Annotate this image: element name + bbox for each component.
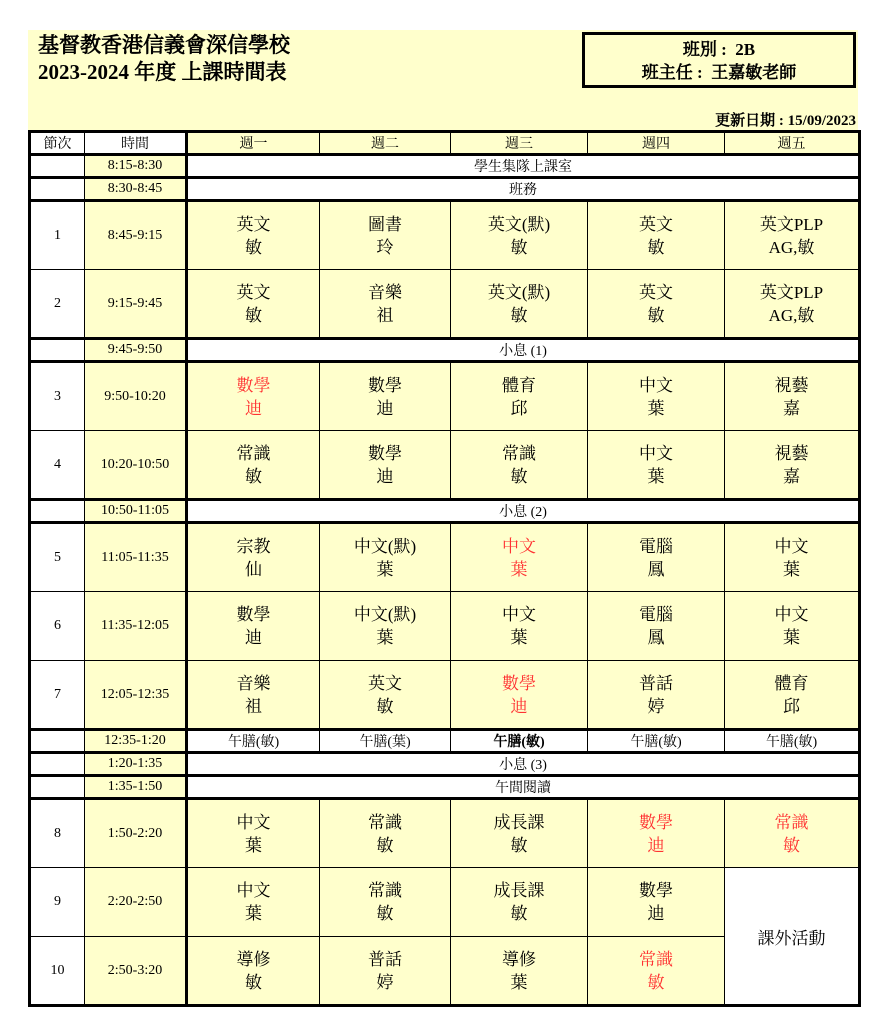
subject-cell-day-2 — [320, 431, 451, 500]
info-cell: 小息 (1) — [187, 339, 860, 362]
subject-name: 常識 — [368, 812, 402, 832]
subject-cell-day-1 — [187, 868, 320, 937]
subject-cell-day-5 — [725, 362, 860, 431]
teacher-name: 葉 — [510, 628, 528, 647]
subject-cell-day-1 — [187, 362, 320, 431]
subject-cell-day-1 — [187, 523, 320, 592]
subject-name: 英文(默) — [487, 214, 551, 234]
teacher-name: 迪 — [647, 835, 665, 855]
teacher-name: 葉 — [510, 972, 528, 992]
subject-name: 常識 — [368, 881, 402, 900]
info-row — [30, 500, 860, 523]
column-header-3: 週二 — [320, 132, 451, 155]
subject-cell-day-3 — [451, 937, 588, 1006]
subject-cell-day-4 — [588, 270, 725, 339]
teacher-name: 仙 — [245, 559, 262, 579]
subject-cell-day-1 — [187, 270, 320, 339]
subject-cell-day-3 — [451, 661, 588, 730]
teacher-name: 敏 — [510, 835, 528, 855]
time-cell: 2:20-2:50 — [85, 868, 187, 937]
subject-cell-day-3 — [451, 868, 588, 937]
time-cell: 11:05-11:35 — [85, 523, 187, 592]
subject-cell-day-2 — [320, 523, 451, 592]
subject-cell-day-2 — [320, 592, 451, 661]
subject-cell-day-2 — [320, 201, 451, 270]
subject-name: 中文 — [639, 375, 673, 395]
time-cell: 8:15-8:30 — [85, 155, 187, 178]
column-header-6: 週五 — [725, 132, 860, 155]
column-header-2: 週一 — [187, 132, 320, 155]
lunch-cell-day-1: 午膳(敏) — [187, 730, 320, 753]
time-cell: 9:50-10:20 — [85, 362, 187, 431]
subject-name: 中文 — [502, 536, 536, 556]
subject-cell-day-2 — [320, 799, 451, 868]
teacher-name: 嘉 — [783, 398, 800, 418]
subject-cell-day-4 — [588, 592, 725, 661]
time-cell: 9:15-9:45 — [85, 270, 187, 339]
subject-name: 中文 — [639, 443, 673, 463]
time-cell: 1:20-1:35 — [85, 753, 187, 776]
subject-name: 音樂 — [368, 282, 402, 302]
info-cell: 班務 — [187, 178, 860, 201]
subject-name: 英文 — [368, 673, 402, 693]
period-cell: 2 — [30, 270, 85, 339]
teacher-name: 敏 — [245, 237, 262, 257]
lunch-cell-day-3: 午膳(敏) — [451, 730, 588, 753]
period-cell: 9 — [30, 868, 85, 937]
period-cell: 6 — [30, 592, 85, 661]
subject-cell-day-2 — [320, 362, 451, 431]
teacher-name: 葉 — [245, 835, 262, 855]
info-row — [30, 339, 860, 362]
teacher-name: 敏 — [510, 237, 528, 257]
time-cell: 12:05-12:35 — [85, 661, 187, 730]
subject-name: 英文 — [236, 214, 271, 234]
period-cell: 1 — [30, 201, 85, 270]
period-cell: 3 — [30, 362, 85, 431]
teacher-name: 婷 — [376, 972, 394, 992]
subject-cell-day-4 — [588, 799, 725, 868]
lunch-row — [30, 730, 860, 753]
subject-name: 普話 — [368, 949, 402, 969]
subject-name: 中文 — [236, 881, 271, 900]
period-cell — [30, 730, 85, 753]
subject-name: 英文 — [639, 282, 673, 302]
time-cell: 9:45-9:50 — [85, 339, 187, 362]
teacher-name: 葉 — [376, 559, 394, 579]
subject-name: 成長課 — [493, 812, 545, 832]
updated-date — [715, 109, 856, 130]
teacher-name: 鳳 — [647, 628, 665, 647]
info-cell: 學生集隊上課室 — [187, 155, 860, 178]
period-cell: 5 — [30, 523, 85, 592]
subject-cell-day-3 — [451, 362, 588, 431]
teacher-name: 敏 — [647, 972, 665, 992]
subject-name: 常識 — [639, 949, 673, 969]
teacher-name: 邱 — [510, 398, 528, 418]
subject-name: 數學 — [236, 375, 271, 395]
timetable-subtitle: 2023-2024 年度 上課時間表 — [38, 60, 287, 84]
subject-name: 電腦 — [639, 605, 673, 624]
subject-name: 體育 — [774, 673, 809, 693]
lunch-cell-day-2: 午膳(葉) — [320, 730, 451, 753]
teacher-name: 敏 — [647, 305, 665, 325]
period-cell — [30, 753, 85, 776]
teacher-name: 敏 — [510, 466, 528, 486]
subject-cell-day-2 — [320, 270, 451, 339]
teacher-name: 葉 — [783, 559, 800, 579]
info-row — [30, 178, 860, 201]
class-label: 班別 : — [682, 40, 727, 59]
subject-name: 英文 — [236, 282, 271, 302]
info-row — [30, 776, 860, 799]
time-cell: 10:20-10:50 — [85, 431, 187, 500]
time-cell: 8:45-9:15 — [85, 201, 187, 270]
subject-cell-day-5 — [725, 431, 860, 500]
class-row — [30, 799, 860, 868]
subject-name: 英文 — [639, 214, 673, 234]
subject-name: 音樂 — [236, 673, 271, 693]
sheet-background — [28, 30, 858, 1004]
teacher-name: 迪 — [647, 904, 665, 923]
teacher-name: 敏 — [647, 237, 665, 257]
subject-cell-day-3 — [451, 201, 588, 270]
subject-cell-day-4 — [588, 431, 725, 500]
column-header-5: 週四 — [588, 132, 725, 155]
subject-name: 中文 — [774, 536, 809, 556]
activity-cell: 課外活動 — [725, 868, 860, 1006]
subject-name: 體育 — [502, 375, 536, 395]
teacher-name: 敏 — [376, 696, 394, 716]
info-row — [30, 753, 860, 776]
teacher-name: 祖 — [245, 696, 262, 716]
class-row — [30, 431, 860, 500]
updated-label: 更新日期 : — [715, 113, 784, 129]
teacher-name: 敏 — [510, 305, 528, 325]
teacher-value: 王嘉敏老師 — [711, 63, 797, 82]
subject-cell-day-1 — [187, 937, 320, 1006]
subject-cell-day-5 — [725, 270, 860, 339]
class-row — [30, 523, 860, 592]
info-cell: 小息 (2) — [187, 500, 860, 523]
subject-cell-day-4 — [588, 201, 725, 270]
subject-cell-day-1 — [187, 592, 320, 661]
subject-name: 圖書 — [368, 214, 402, 234]
timetable — [28, 130, 861, 1007]
teacher-name: 葉 — [783, 628, 800, 647]
subject-name: 常識 — [236, 443, 271, 463]
teacher-name: 葉 — [245, 904, 262, 923]
subject-cell-day-4 — [588, 868, 725, 937]
subject-name: 宗教 — [236, 536, 271, 556]
subject-name: 視藝 — [774, 375, 809, 395]
teacher-name: 葉 — [647, 398, 665, 418]
subject-cell-day-4 — [588, 523, 725, 592]
teacher-name: 玲 — [376, 237, 394, 257]
teacher-name: 邱 — [783, 696, 800, 716]
period-cell: 4 — [30, 431, 85, 500]
subject-name: 視藝 — [774, 443, 809, 463]
subject-cell-day-3 — [451, 799, 588, 868]
teacher-name: 迪 — [245, 398, 262, 418]
subject-name: 英文PLP — [759, 282, 824, 302]
subject-name: 數學 — [639, 881, 673, 900]
class-row — [30, 270, 860, 339]
teacher-name: 敏 — [245, 466, 262, 486]
subject-name: 導修 — [236, 949, 271, 969]
teacher-name: AG,敏 — [768, 237, 815, 257]
subject-name: 常識 — [502, 443, 536, 463]
class-row — [30, 661, 860, 730]
teacher-name: 葉 — [647, 466, 665, 486]
subject-name: 普話 — [639, 673, 673, 693]
teacher-name: 葉 — [510, 559, 528, 579]
subject-cell-day-2 — [320, 937, 451, 1006]
subject-name: 常識 — [774, 812, 809, 832]
lunch-cell-day-5: 午膳(敏) — [725, 730, 860, 753]
period-cell — [30, 155, 85, 178]
column-header-1: 時間 — [85, 132, 187, 155]
teacher-name: 迪 — [376, 398, 394, 418]
subject-name: 中文(默) — [353, 605, 417, 624]
subject-cell-day-1 — [187, 799, 320, 868]
time-cell: 2:50-3:20 — [85, 937, 187, 1006]
time-cell: 8:30-8:45 — [85, 178, 187, 201]
time-cell: 1:50-2:20 — [85, 799, 187, 868]
info-cell: 小息 (3) — [187, 753, 860, 776]
teacher-name: 敏 — [376, 904, 394, 923]
subject-cell-day-1 — [187, 431, 320, 500]
subject-cell-day-2 — [320, 661, 451, 730]
teacher-line — [585, 61, 853, 84]
time-cell: 12:35-1:20 — [85, 730, 187, 753]
title-block — [38, 32, 290, 86]
subject-cell-day-2 — [320, 868, 451, 937]
period-cell — [30, 178, 85, 201]
subject-cell-day-5 — [725, 661, 860, 730]
period-cell — [30, 339, 85, 362]
subject-name: 數學 — [368, 375, 402, 395]
teacher-name: 迪 — [510, 696, 528, 716]
subject-name: 導修 — [502, 949, 536, 969]
class-row — [30, 592, 860, 661]
subject-cell-day-4 — [588, 362, 725, 431]
subject-cell-day-5 — [725, 799, 860, 868]
lunch-cell-day-4: 午膳(敏) — [588, 730, 725, 753]
period-cell: 8 — [30, 799, 85, 868]
subject-cell-day-3 — [451, 592, 588, 661]
subject-cell-day-1 — [187, 661, 320, 730]
time-cell: 11:35-12:05 — [85, 592, 187, 661]
teacher-name: 祖 — [376, 305, 394, 325]
school-name: 基督教香港信義會深信學校 — [38, 33, 290, 57]
teacher-name: 迪 — [245, 628, 262, 647]
class-row — [30, 362, 860, 431]
subject-name: 成長課 — [493, 881, 545, 900]
subject-name: 數學 — [368, 443, 402, 463]
teacher-name: 迪 — [376, 466, 394, 486]
subject-cell-day-5 — [725, 523, 860, 592]
column-header-4: 週三 — [451, 132, 588, 155]
subject-name: 中文(默) — [353, 536, 417, 556]
subject-cell-day-1 — [187, 201, 320, 270]
class-info-box — [582, 32, 856, 88]
subject-name: 英文(默) — [487, 282, 551, 302]
teacher-name: 嘉 — [783, 466, 800, 486]
teacher-label: 班主任 : — [641, 63, 703, 82]
teacher-name: 敏 — [783, 835, 800, 855]
subject-name: 數學 — [236, 605, 271, 624]
updated-value: 15/09/2023 — [787, 113, 856, 129]
timetable-header-row — [30, 132, 860, 155]
period-cell — [30, 776, 85, 799]
teacher-name: 敏 — [245, 305, 262, 325]
teacher-name: AG,敏 — [768, 305, 815, 325]
class-row — [30, 201, 860, 270]
subject-name: 數學 — [639, 812, 673, 832]
subject-cell-day-4 — [588, 937, 725, 1006]
subject-name: 電腦 — [639, 536, 673, 556]
teacher-name: 敏 — [245, 972, 262, 992]
column-header-0: 節次 — [30, 132, 85, 155]
teacher-name: 鳳 — [647, 559, 665, 579]
teacher-name: 葉 — [376, 628, 394, 647]
subject-cell-day-3 — [451, 523, 588, 592]
subject-name: 數學 — [502, 673, 536, 693]
class-value: 2B — [735, 40, 756, 59]
class-line — [585, 38, 853, 61]
subject-cell-day-3 — [451, 431, 588, 500]
teacher-name: 敏 — [510, 904, 528, 923]
time-cell: 1:35-1:50 — [85, 776, 187, 799]
subject-name: 中文 — [502, 605, 536, 624]
info-cell: 午間閱讀 — [187, 776, 860, 799]
teacher-name: 敏 — [376, 835, 394, 855]
subject-cell-day-5 — [725, 592, 860, 661]
subject-name: 中文 — [774, 605, 809, 624]
subject-name: 中文 — [236, 812, 271, 832]
info-row — [30, 155, 860, 178]
period-cell — [30, 500, 85, 523]
subject-name: 英文PLP — [759, 214, 824, 234]
subject-cell-day-4 — [588, 661, 725, 730]
subject-cell-day-3 — [451, 270, 588, 339]
period-cell: 10 — [30, 937, 85, 1006]
period-cell: 7 — [30, 661, 85, 730]
teacher-name: 婷 — [647, 696, 665, 716]
class-row — [30, 868, 860, 937]
time-cell: 10:50-11:05 — [85, 500, 187, 523]
subject-cell-day-5 — [725, 201, 860, 270]
